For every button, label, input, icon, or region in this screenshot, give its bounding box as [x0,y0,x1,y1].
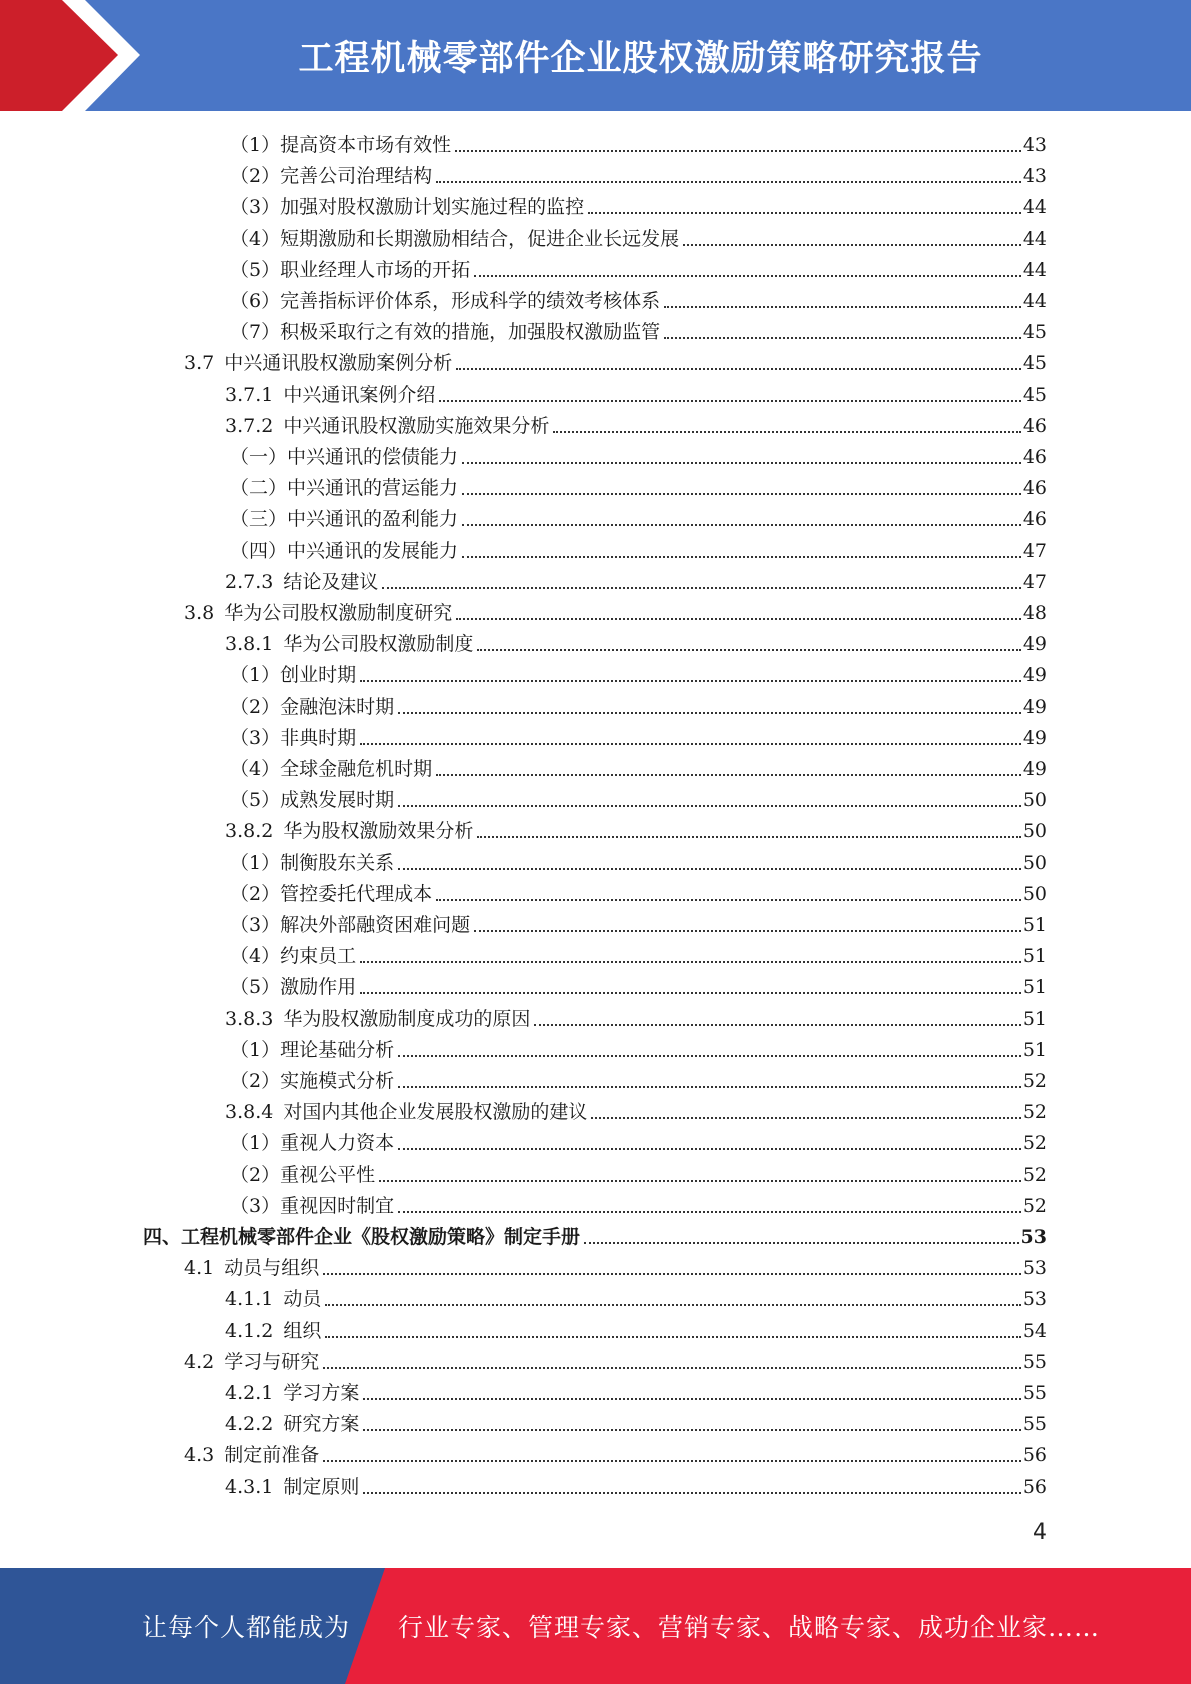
toc-entry-number: 3.8 [184,602,215,624]
toc-entry-title: （1）创业时期 [230,664,357,687]
toc-entry[interactable] [225,1375,1047,1406]
toc-entry[interactable] [225,1406,1047,1437]
toc-entry[interactable] [184,1250,1047,1281]
toc-dot-leader [363,1398,1020,1400]
toc-entry[interactable] [230,907,1047,938]
toc-entry-title: （4）约束员工 [230,945,357,968]
toc-entry-number: 3.8.3 [225,1007,274,1030]
toc-entry-page: 54 [1022,1319,1047,1342]
toc-entry-title: 制定前准备 [224,1444,320,1467]
toc-entry-number: 4.3 [184,1444,215,1467]
toc-dot-leader [477,649,1020,651]
toc-entry-page: 50 [1022,789,1047,812]
toc-dot-leader [360,680,1021,682]
toc-entry-number: 3.8.1 [225,633,274,656]
toc-entry-page: 56 [1022,1444,1047,1467]
toc-entry[interactable] [230,1157,1047,1188]
toc-entry-title: （6）完善指标评价体系，形成科学的绩效考核体系 [230,290,661,312]
toc-entry-title: 华为股权激励效果分析 [283,820,474,843]
toc-entry[interactable] [225,377,1047,408]
toc-entry[interactable] [225,1094,1047,1125]
toc-entry-page: 52 [1022,1070,1047,1092]
toc-entry-page: 46 [1022,414,1047,437]
toc-entry-page: 56 [1022,1475,1047,1498]
toc-dot-leader [462,556,1021,558]
toc-entry-page: 49 [1022,726,1047,749]
toc-entry-page: 55 [1022,1350,1047,1373]
toc-entry-title: （3）重视因时制宜 [230,1194,395,1217]
toc-entry-title: （7）积极采取行之有效的措施，加强股权激励监管 [230,321,661,344]
toc-entry[interactable] [230,252,1047,283]
toc-entry-page: 51 [1022,914,1047,936]
toc-entry-title: （2）实施模式分析 [230,1070,395,1092]
toc-entry-title: （4）短期激励和长期激励相结合，促进企业长远发展 [230,227,680,250]
toc-entry-page: 53 [1022,1288,1047,1311]
toc-entry[interactable] [230,657,1047,688]
toc-entry-page: 45 [1022,383,1047,406]
toc-dot-leader [382,587,1020,589]
toc-entry[interactable] [225,626,1047,657]
toc-entry-page: 50 [1022,851,1047,874]
toc-entry-page: 43 [1022,134,1047,156]
toc-entry[interactable] [230,189,1047,220]
toc-entry-number: 4.2 [184,1350,215,1373]
toc-entry-title: （2）金融泡沫时期 [230,695,395,718]
toc-entry-number: 3.8.4 [225,1101,274,1124]
toc-entry-title: 中兴通讯案例介绍 [283,383,436,406]
toc-entry-title: （3）解决外部融资困难问题 [230,914,471,936]
toc-entry[interactable] [230,782,1047,813]
toc-dot-leader [398,1211,1021,1213]
toc-entry[interactable] [230,127,1047,158]
toc-dot-leader [436,181,1021,183]
toc-entry[interactable] [225,1001,1047,1032]
toc-entry-title: 华为股权激励制度成功的原因 [283,1007,531,1030]
toc-entry-number: 3.8.2 [225,820,274,843]
page-footer [0,1568,1191,1684]
toc-entry[interactable] [230,501,1047,532]
toc-entry-title: （三）中兴通讯的盈利能力 [230,508,459,531]
toc-entry-page: 47 [1022,570,1047,593]
toc-entry[interactable] [230,470,1047,501]
toc-entry[interactable] [230,720,1047,751]
toc-dot-leader [462,524,1021,526]
footer-slogan-left: 让每个人都能成为 [142,1613,351,1642]
toc-dot-leader [436,899,1021,901]
toc-entry-page: 45 [1022,352,1047,375]
toc-entry-number: 4.1 [184,1257,215,1280]
report-title: 工程机械零部件企业股权激励策略研究报告 [298,38,983,79]
toc-dot-leader [588,212,1021,214]
toc-dot-leader [398,805,1021,807]
toc-entry-number: 4.1.2 [225,1319,274,1342]
toc-entry-page: 53 [1020,1226,1047,1248]
toc-entry-page: 53 [1022,1257,1047,1280]
toc-entry-title: （4）全球金融危机时期 [230,758,433,780]
toc-entry-page: 43 [1022,165,1047,188]
toc-entry-page: 52 [1022,1194,1047,1217]
toc-entry[interactable] [230,221,1047,252]
toc-dot-leader [462,462,1021,464]
toc-entry-page: 51 [1022,945,1047,968]
toc-entry[interactable] [143,1219,1047,1250]
toc-entry-page: 50 [1022,820,1047,843]
toc-entry-page: 51 [1022,1038,1047,1061]
toc-dot-leader [474,275,1021,277]
footer-slogan-right: 行业专家、管理专家、营销专家、战略专家、成功企业家…… [398,1613,1101,1642]
page-number: 4 [1033,1520,1047,1545]
toc-entry-title: （一）中兴通讯的偿债能力 [230,446,459,468]
toc-entry-page: 47 [1022,539,1047,562]
toc-entry-page: 49 [1022,633,1047,656]
toc-entry-title: 动员与组织 [224,1257,320,1280]
toc-entry-page: 45 [1022,321,1047,344]
toc-entry[interactable] [230,533,1047,564]
toc-entry-number: 3.7 [184,352,215,375]
toc-entry-title: 学习方案 [283,1382,360,1404]
toc-dot-leader [398,712,1021,714]
toc-entry[interactable] [184,345,1047,376]
toc-entry-page: 44 [1022,196,1047,219]
toc-entry-page: 49 [1022,664,1047,687]
toc-entry-page: 52 [1022,1132,1047,1155]
page-header [0,0,1191,111]
toc-dot-leader [323,1273,1021,1275]
toc-dot-leader [379,1180,1021,1182]
toc-entry-title: （2）完善公司治理结构 [230,165,433,188]
toc-entry-title: （5）激励作用 [230,976,357,999]
toc-entry-page: 49 [1022,758,1047,780]
toc-entry-page: 48 [1022,602,1047,624]
toc-entry-title: 研究方案 [283,1413,360,1436]
toc-dot-leader [398,868,1021,870]
toc-entry[interactable] [230,938,1047,969]
toc-dot-leader [664,337,1021,339]
toc-dot-leader [323,1367,1021,1369]
toc-entry-page: 49 [1022,695,1047,718]
toc-dot-leader [664,306,1021,308]
toc-entry-number: 3.7.1 [225,383,274,406]
toc-entry-page: 52 [1022,1163,1047,1186]
toc-entry-title: （5）职业经理人市场的开拓 [230,258,471,281]
toc-entry[interactable] [225,1469,1047,1500]
toc-dot-leader [363,1492,1020,1494]
toc-entry[interactable] [225,813,1047,844]
toc-dot-leader [456,618,1021,620]
toc-entry-title: 制定原则 [283,1475,360,1498]
toc-entry[interactable] [230,1063,1047,1094]
toc-entry-title: 组织 [283,1319,322,1342]
toc-entry-page: 44 [1022,290,1047,312]
toc-dot-leader [683,244,1021,246]
toc-entry-page: 44 [1022,258,1047,281]
toc-entry[interactable] [230,1188,1047,1219]
toc-entry-page: 46 [1022,446,1047,468]
toc-entry[interactable] [225,408,1047,439]
toc-entry-number: 4.3.1 [225,1475,274,1498]
toc-entry-number: 4.1.1 [225,1288,274,1311]
toc-entry-title: （2）管控委托代理成本 [230,882,433,905]
toc-entry[interactable] [225,564,1047,595]
toc-entry[interactable] [230,876,1047,907]
toc-entry-page: 55 [1022,1413,1047,1436]
toc-dot-leader [360,743,1021,745]
toc-entry[interactable] [230,1125,1047,1156]
toc-entry-page: 44 [1022,227,1047,250]
toc-entry-title: （1）提高资本市场有效性 [230,134,452,156]
toc-dot-leader [360,961,1021,963]
toc-dot-leader [553,431,1020,433]
toc-dot-leader [398,1086,1021,1088]
toc-dot-leader [591,1117,1020,1119]
toc-entry-title: 四、工程机械零部件企业《股权激励策略》制定手册 [143,1226,581,1248]
toc-entry-title: 华为公司股权激励制度研究 [224,602,453,624]
toc-entry[interactable] [225,1281,1047,1312]
toc-entry-page: 52 [1022,1101,1047,1124]
toc-entry-number: 4.2.1 [225,1382,274,1404]
toc-entry[interactable] [184,1437,1047,1468]
toc-entry-title: 华为公司股权激励制度 [283,633,474,656]
toc-dot-leader [325,1336,1020,1338]
toc-dot-leader [398,1055,1021,1057]
toc-dot-leader [436,774,1021,776]
toc-entry-title: （1）制衡股东关系 [230,851,395,874]
toc-entry-title: （1）重视人力资本 [230,1132,395,1155]
toc-dot-leader [398,1148,1021,1150]
toc-entry-title: （2）重视公平性 [230,1163,376,1186]
toc-entry-title: （二）中兴通讯的营运能力 [230,477,459,500]
toc-entry[interactable] [230,969,1047,1000]
toc-entry[interactable] [184,1344,1047,1375]
toc-entry-page: 51 [1022,1007,1047,1030]
toc-entry-number: 4.2.2 [225,1413,274,1436]
toc-entry-title: （1）理论基础分析 [230,1038,395,1061]
toc-dot-leader [360,992,1021,994]
toc-entry-title: （3）加强对股权激励计划实施过程的监控 [230,196,585,219]
toc-entry[interactable] [230,689,1047,720]
toc-entry[interactable] [230,314,1047,345]
toc-entry[interactable] [230,158,1047,189]
header-arrow-decoration [0,0,160,111]
toc-entry-number: 2.7.3 [225,570,274,593]
toc-entry-title: 学习与研究 [224,1350,320,1373]
toc-entry-page: 46 [1022,508,1047,531]
toc-dot-leader [462,493,1021,495]
toc-entry[interactable] [184,595,1047,626]
toc-entry-title: （5）成熟发展时期 [230,789,395,812]
toc-entry[interactable] [225,1313,1047,1344]
toc-entry-title: （四）中兴通讯的发展能力 [230,539,459,562]
toc-dot-leader [455,150,1021,152]
toc-entry[interactable] [230,1032,1047,1063]
toc-dot-leader [534,1024,1020,1026]
toc-entry-page: 55 [1022,1382,1047,1404]
toc-dot-leader [474,930,1021,932]
toc-entry-page: 51 [1022,976,1047,999]
toc-entry-page: 46 [1022,477,1047,500]
toc-entry-title: 中兴通讯股权激励实施效果分析 [283,414,550,437]
toc-dot-leader [363,1429,1020,1431]
toc-entry-title: 对国内其他企业发展股权激励的建议 [283,1101,588,1124]
toc-dot-leader [477,836,1020,838]
toc-dot-leader [584,1242,1019,1244]
toc-entry[interactable] [230,845,1047,876]
toc-entry[interactable] [230,283,1047,314]
toc-entry-page: 50 [1022,882,1047,905]
toc-dot-leader [323,1460,1021,1462]
toc-entry-title: 结论及建议 [283,570,379,593]
toc-dot-leader [325,1304,1020,1306]
toc-entry[interactable] [230,439,1047,470]
toc-entry-title: 动员 [283,1288,322,1311]
toc-dot-leader [439,400,1020,402]
toc-entry-title: （3）非典时期 [230,726,357,749]
toc-entry[interactable] [230,751,1047,782]
toc-dot-leader [456,368,1021,370]
toc-entry-title: 中兴通讯股权激励案例分析 [224,352,453,375]
toc-entry-number: 3.7.2 [225,414,274,437]
